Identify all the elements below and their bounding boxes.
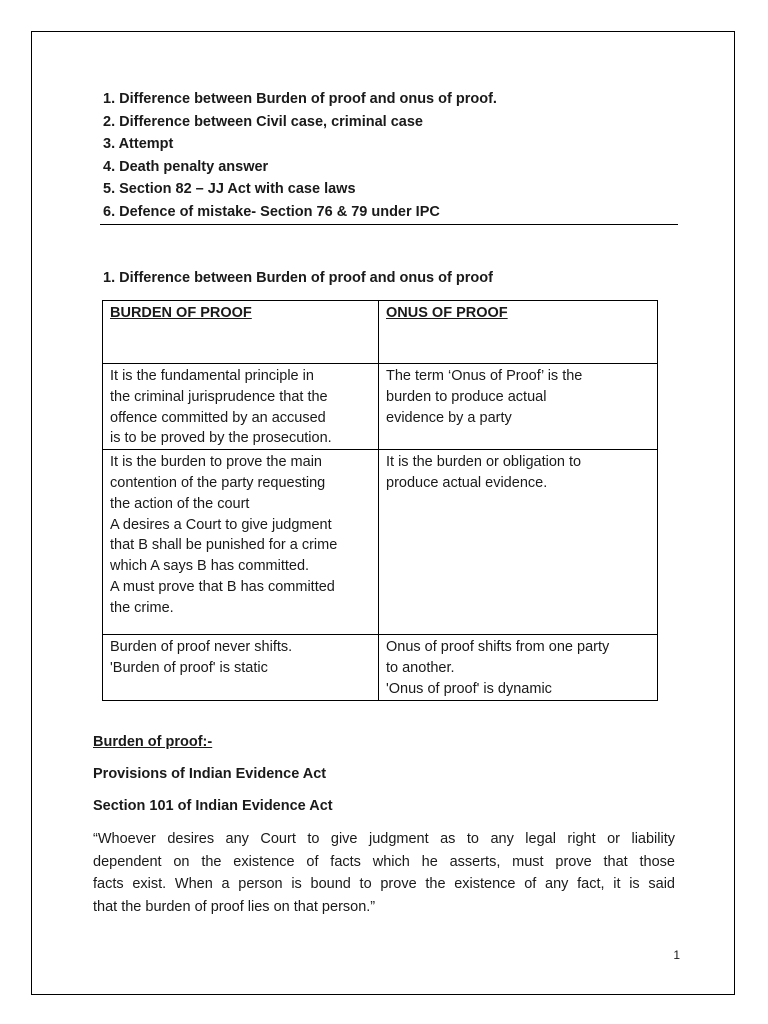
burden-cell: [103, 450, 379, 635]
toc-item: 3. Attempt: [103, 136, 174, 152]
cell-line: which A says B has committed.: [110, 558, 310, 575]
cell-line: It is the fundamental principle in: [110, 368, 314, 384]
comparison-table: [102, 300, 658, 701]
toc-divider: [100, 224, 678, 225]
header-label: BURDEN OF PROOF: [110, 305, 252, 321]
cell-line: A desires a Court to give judgment: [110, 516, 332, 533]
burden-cell: [103, 635, 379, 701]
toc-item: 5. Section 82 – JJ Act with case laws: [103, 181, 356, 197]
toc-item: 6. Defence of mistake- Section 76 & 79 under IPC: [103, 203, 440, 220]
cell-line: to another.: [386, 659, 455, 676]
cell-line: 'Burden of proof' is static: [110, 659, 268, 676]
cell-line: offence committed by an accused: [110, 409, 326, 426]
toc-item: 2. Difference between Civil case, criminal case: [103, 113, 423, 130]
cell-line: the action of the court: [110, 495, 250, 512]
section-heading: 1. Difference between Burden of proof and onus of proof: [103, 270, 493, 286]
cell-line: the crime.: [110, 599, 174, 616]
header-onus-of-proof: [379, 301, 658, 364]
cell-line: that B shall be punished for a crime: [110, 537, 338, 554]
onus-cell: [379, 364, 658, 450]
cell-line: evidence by a party: [386, 409, 512, 426]
cell-line: Onus of proof shifts from one party: [386, 639, 610, 656]
cell-line: is to be proved by the prosecution.: [110, 430, 332, 447]
table-row: [103, 450, 658, 635]
section-101-quote: [93, 828, 675, 918]
quote-line: facts exist. When a person is bound to prove the existence of any fact, it is said: [93, 876, 675, 892]
quote-line: dependent on the existence of facts which he asserts, must prove that those: [93, 853, 675, 870]
header-label: ONUS OF PROOF: [386, 305, 508, 321]
toc-item: 4. Death penalty answer: [103, 158, 269, 175]
cell-line: A must prove that B has committed: [110, 578, 335, 595]
burden-cell: [103, 364, 379, 450]
table-row: [103, 635, 658, 701]
page-number: 1: [673, 948, 680, 962]
cell-line: the criminal jurisprudence that the: [110, 388, 328, 405]
table-row: [103, 364, 658, 450]
provisions-heading: Provisions of Indian Evidence Act: [93, 766, 327, 782]
cell-line: It is the burden or obligation to: [386, 454, 582, 471]
cell-line: It is the burden to prove the main: [110, 454, 322, 471]
toc-item: 1. Difference between Burden of proof and onus of proof.: [103, 91, 497, 107]
cell-line: produce actual evidence.: [386, 474, 548, 491]
header-burden-of-proof: [103, 301, 379, 364]
cell-line: Burden of proof never shifts.: [110, 639, 293, 656]
quote-line: “Whoever desires any Court to give judgment as to any legal right or liability: [93, 831, 675, 847]
onus-cell: [379, 635, 658, 701]
table-of-contents: [103, 88, 678, 223]
cell-line: 'Onus of proof' is dynamic: [386, 680, 552, 697]
section-101-heading: Section 101 of Indian Evidence Act: [93, 798, 333, 814]
table-header-row: [103, 301, 658, 364]
burden-of-proof-heading: Burden of proof:-: [93, 734, 213, 750]
cell-line: The term ‘Onus of Proof’ is the: [386, 368, 583, 384]
quote-line: that the burden of proof lies on that person.”: [93, 898, 376, 915]
cell-line: burden to produce actual: [386, 388, 547, 405]
onus-cell: [379, 450, 658, 635]
cell-line: contention of the party requesting: [110, 474, 326, 491]
